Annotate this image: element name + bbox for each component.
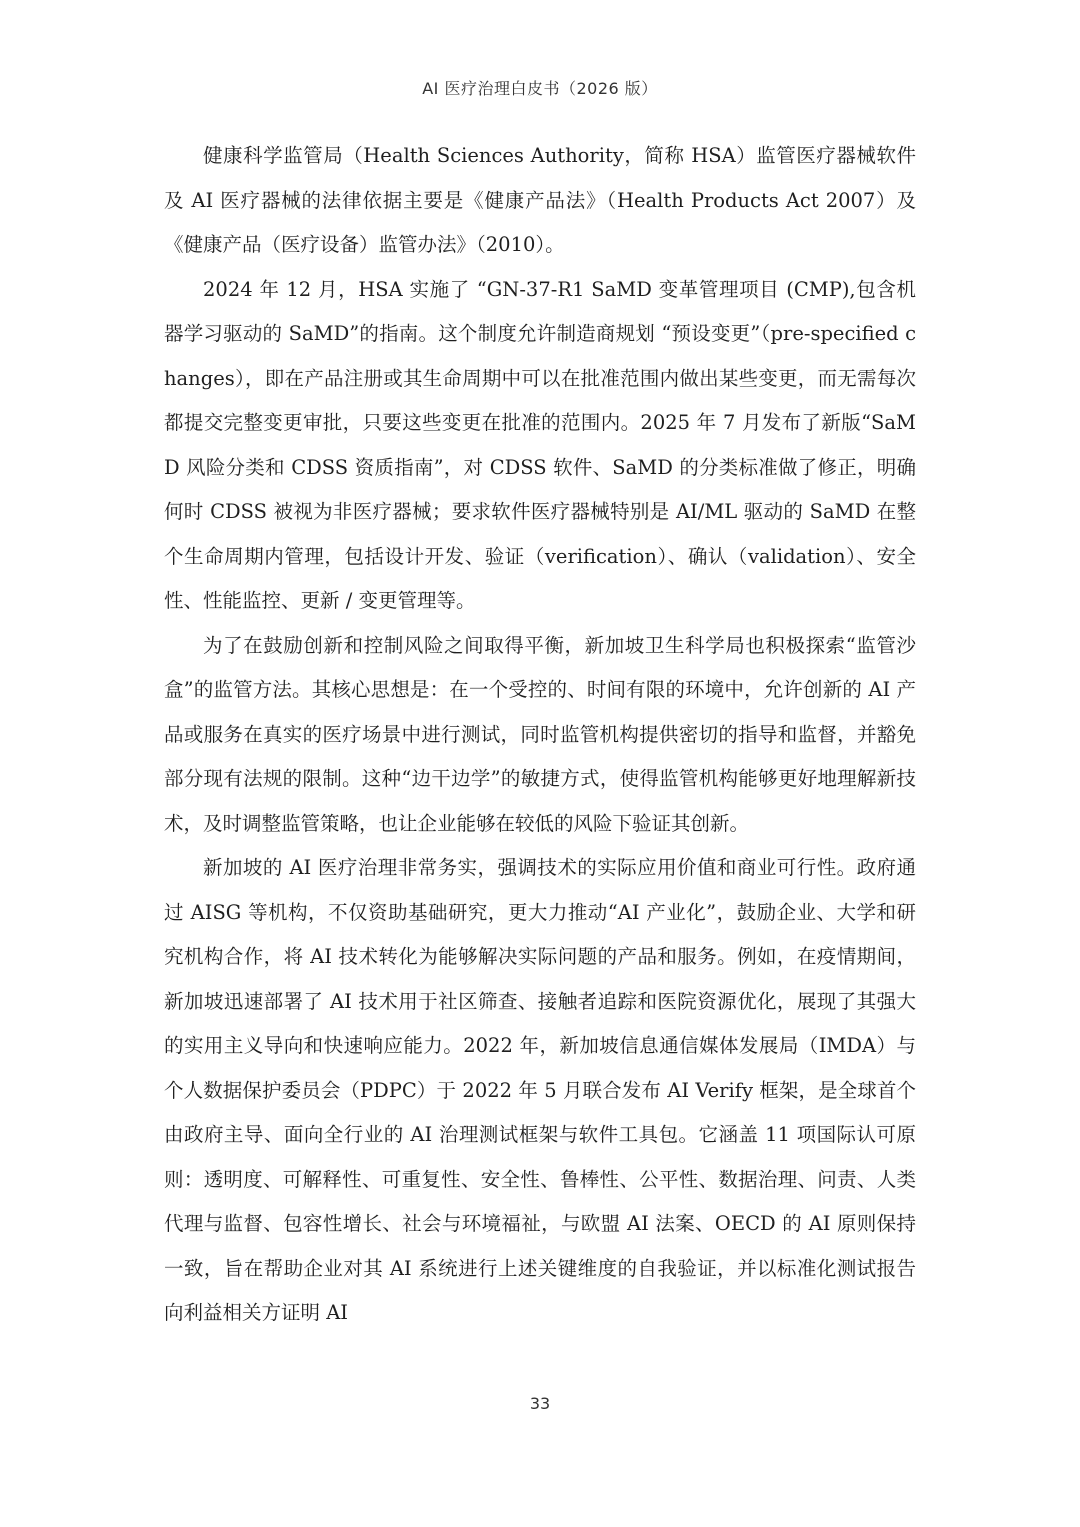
paragraph-samd-guidance: 2024 年 12 月，HSA 实施了 “GN-37-R1 SaMD 变革管理项目 (CMP),包含机器学习驱动的 SaMD”的指南。这个制度允许制造商规划 “预设变更”（pre-specified changes），即在产品注册或其生命周期中可以在批准范围内做出某些变更，而无需每次都提交完整变更审批，只要这些变更在批准的范围内。2025 年 7 月发布了新版“SaMD 风险分类和 CDSS 资质指南”，对 CDSS 软件、SaMD 的分类标准做了修正，明确何时 CDSS 被视为非医疗器械；要求软件医疗器械特别是 AI/ML 驱动的 SaMD 在整个生命周期内管理，包括设计开发、验证（verification）、确认（validation）、安全性、性能监控、更新 / 变更管理等。 — [164, 277, 916, 612]
paragraph-regulatory-sandbox: 为了在鼓励创新和控制风险之间取得平衡，新加坡卫生科学局也积极探索“监管沙盒”的监管方法。其核心思想是：在一个受控的、时间有限的环境中，允许创新的 AI 产品或服务在真实的医疗场景中进行测试，同时监管机构提供密切的指导和监督，并豁免部分现有法规的限制。这种“边干边学”的敏捷方式，使得监管机构能够更好地理解新技术，及时调整监管策略，也让企业能够在较低的风险下验证其创新。 — [164, 633, 916, 835]
page-number: 33 — [529, 1394, 551, 1413]
paragraph-hsa-legal-basis: 健康科学监管局（Health Sciences Authority，简称 HSA）监管医疗器械软件及 AI 医疗器械的法律依据主要是《健康产品法》（Health Products Act 2007）及《健康产品（医疗设备）监管办法》（2010）。 — [164, 144, 916, 256]
paragraph-ai-verify: 新加坡的 AI 医疗治理非常务实，强调技术的实际应用价值和商业可行性。政府通过 AISG 等机构，不仅资助基础研究，更大力推动“AI 产业化”，鼓励企业、大学和研究机构合作，将 AI 技术转化为能够解决实际问题的产品和服务。例如，在疫情期间，新加坡迅速部署了 AI 技术用于社区筛查、接触者追踪和医院资源优化，展现了其强大的实用主义导向和快速响应能力。2022 年，新加坡信息通信媒体发展局（IMDA）与个人数据保护委员会（PDPC）于 2022 年 5 月联合发布 AI Verify 框架，是全球首个由政府主导、面向全行业的 AI 治理测试框架与软件工具包。它涵盖 11 项国际认可原则：透明度、可解释性、可重复性、安全性、鲁棒性、公平性、数据治理、问责、人类代理与监督、包容性增长、社会与环境福祉，与欧盟 AI 法案、OECD 的 AI 原则保持一致，旨在帮助企业对其 AI 系统进行上述关键维度的自我验证，并以标准化测试报告向利益相关方证明 AI — [164, 856, 916, 1324]
body-text — [164, 134, 916, 1336]
running-header: AI 医疗治理白皮书（2026 版） — [422, 79, 658, 98]
